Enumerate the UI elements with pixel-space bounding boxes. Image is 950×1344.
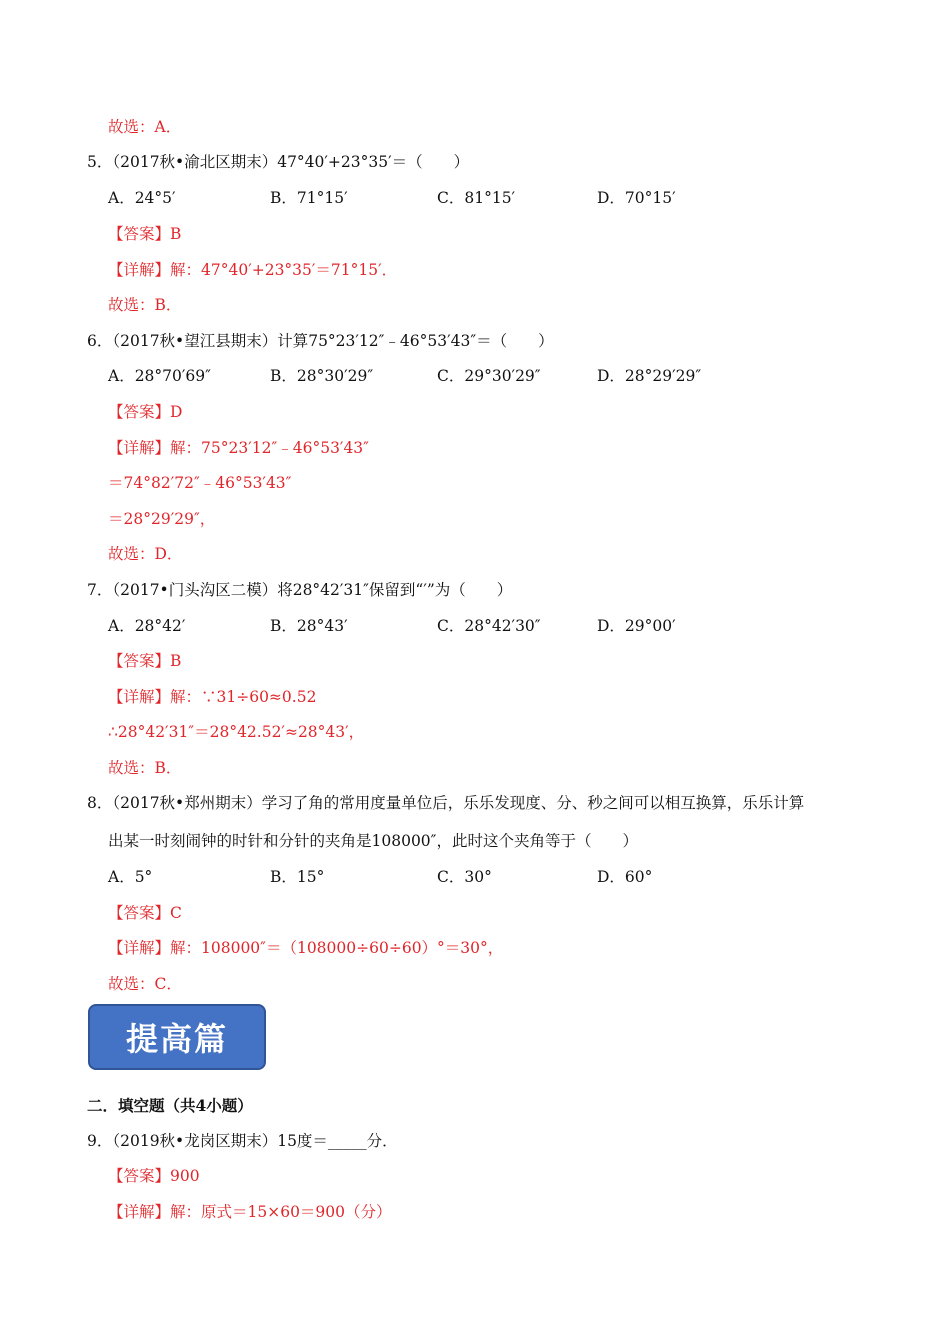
q5-select: 故选：B． — [108, 296, 182, 314]
select-line: 故选：A． — [108, 118, 182, 136]
q6-answer: 【答案】D — [108, 403, 183, 421]
section-heading: 二．填空题（共4小题） — [87, 1096, 253, 1115]
q6-explanation: 【详解】解：75°23′12″﹣46°53′43″ — [108, 439, 369, 457]
q8-option-a: A．5° — [108, 868, 153, 886]
q7-select: 故选：B． — [108, 759, 182, 777]
q5-option-b: B．71°15′ — [270, 189, 348, 207]
q9-explanation: 【详解】解：原式＝15×60＝900（分） — [108, 1203, 392, 1221]
question-5: 5．（2017秋•渝北区期末）47°40′+23°35′＝（ ） — [87, 153, 470, 171]
q8-option-b: B．15° — [270, 868, 325, 886]
q6-option-a: A．28°70′69″ — [108, 367, 211, 385]
q7-option-a: A．28°42′ — [108, 617, 186, 635]
q6-option-c: C．29°30′29″ — [437, 367, 541, 385]
question-7: 7．（2017•门头沟区二模）将28°42′31″保留到“′”为（ ） — [87, 581, 513, 599]
q7-option-c: C．28°42′30″ — [437, 617, 541, 635]
q5-option-c: C．81°15′ — [437, 189, 516, 207]
q8-option-c: C．30° — [437, 868, 492, 886]
q8-select: 故选：C． — [108, 975, 182, 993]
q6-option-d: D．28°29′29″ — [597, 367, 702, 385]
q7-step-1: ∴28°42′31″＝28°42.52′≈28°43′， — [108, 723, 365, 741]
q8-explanation: 【详解】解：108000″＝（108000÷60÷60）°＝30°， — [108, 939, 504, 957]
q5-explanation: 【详解】解：47°40′+23°35′＝71°15′． — [108, 261, 398, 279]
question-8: 8．（2017秋•郑州期末）学习了角的常用度量单位后，乐乐发现度、分、秒之间可以相互换算，乐乐计算 — [87, 794, 805, 812]
q9-answer: 【答案】900 — [108, 1167, 200, 1185]
question-9: 9．（2019秋•龙岗区期末）15度＝_____分． — [87, 1132, 398, 1150]
q5-answer: 【答案】B — [108, 225, 182, 243]
q6-step-1: ＝74°82′72″﹣46°53′43″ — [108, 474, 292, 492]
q7-answer: 【答案】B — [108, 652, 182, 670]
q7-explanation: 【详解】解：∵31÷60≈0.52 — [108, 688, 317, 706]
q7-option-d: D．29°00′ — [597, 617, 676, 635]
q8-answer: 【答案】C — [108, 904, 182, 922]
question-8-cont: 出某一时刻闹钟的时针和分针的夹角是108000″，此时这个夹角等于（ ） — [108, 832, 638, 850]
q6-select: 故选：D． — [108, 545, 183, 563]
question-6: 6．（2017秋•望江县期末）计算75°23′12″﹣46°53′43″＝（ ） — [87, 332, 554, 350]
q6-option-b: B．28°30′29″ — [270, 367, 374, 385]
section-banner: 提高篇 — [88, 1004, 266, 1070]
q5-option-a: A．24°5′ — [108, 189, 176, 207]
q7-option-b: B．28°43′ — [270, 617, 348, 635]
q8-option-d: D．60° — [597, 868, 653, 886]
q5-option-d: D．70°15′ — [597, 189, 676, 207]
q6-step-2: ＝28°29′29″， — [108, 510, 216, 528]
